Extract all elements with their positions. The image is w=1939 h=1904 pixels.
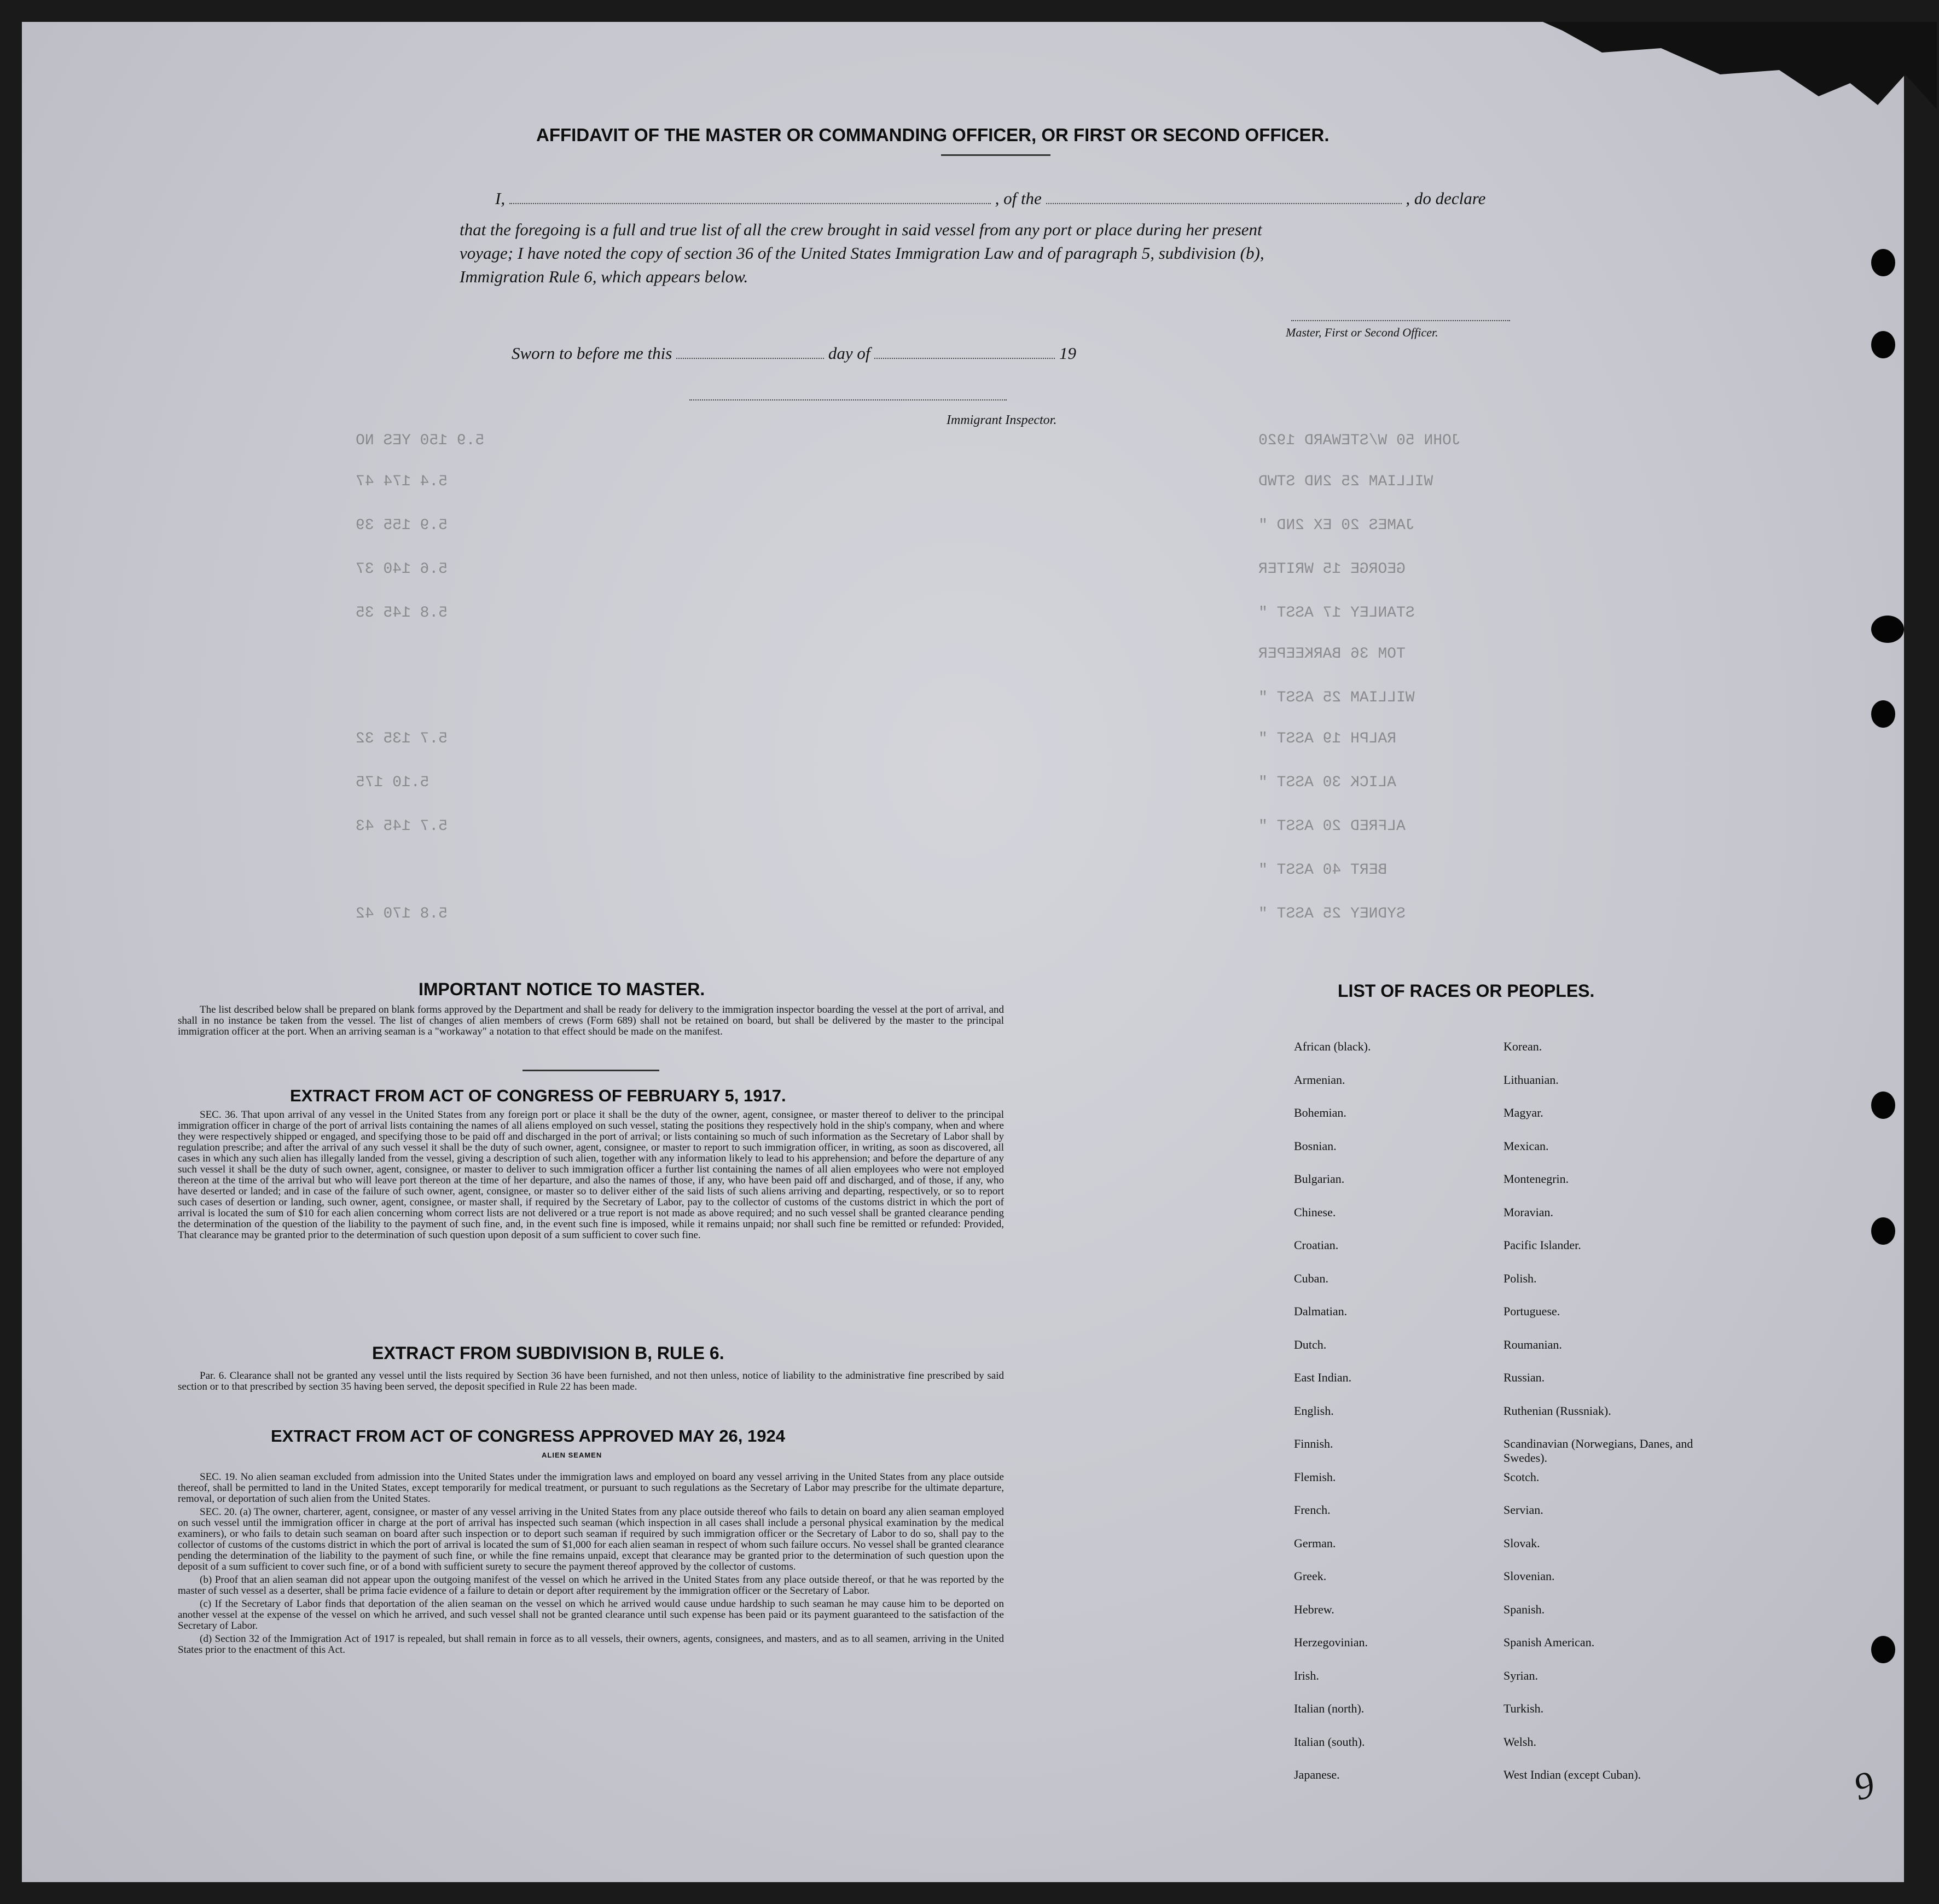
race-item: Irish. — [1294, 1668, 1319, 1682]
race-item: West Indian (except Cuban). — [1503, 1768, 1641, 1781]
race-item: Lithuanian. — [1503, 1072, 1559, 1087]
notice-body: The list described below shall be prepared on blank forms approved by the Department and shall be ready for delivery to the immigration inspector boarding the vessel at the port of arrival, and shall in no instance be taken from the vessel. The list of changes of alien members of crews (Form 689) shall not be retained on board, but shall be delivered by the master to the principal immigration officer at the port. When an arriving seaman is a "workaway" a notation to that effect should be made on the manifest. — [178, 1004, 1004, 1037]
vessel-blank[interactable] — [1046, 203, 1402, 204]
race-item: Servian. — [1503, 1503, 1543, 1517]
race-item: Roumanian. — [1503, 1337, 1562, 1351]
sec20a: SEC. 20. (a) The owner, charterer, agent, consignee, or master of any vessel arriving in the United States from any place outside thereof who fails to detain on board any alien seaman employed on such vessel until the immigration officer in charge at the port of arrival has inspected such seaman (which inspection in all cases shall include a personal physical examination by the medical examiners), or who fails to detain such seaman on board after such inspection or to deport such seaman if required by such immigration officer or the Secretary of Labor to do so, shall pay to the collector of customs of the customs district in which the port of arrival is located the sum of $1,000 for each alien seaman in respect of whom such failure occurs. No vessel shall be granted clearance pending the determination of the liability to the payment of such fine, or while the fine remains unpaid, except that clearance may be granted prior to the determination of such question upon the deposit of a sum sufficient to cover such fine, or of a bond with sufficient surety to secure the payment thereof approved by the collector of customs. — [178, 1506, 1004, 1572]
race-item: Cuban. — [1294, 1271, 1328, 1285]
affidavit-title: AFFIDAVIT OF THE MASTER OR COMMANDING OFFICER, OR FIRST OR SECOND OFFICER. — [536, 125, 1330, 145]
race-item: East Indian. — [1294, 1371, 1352, 1384]
binder-hole — [1871, 1636, 1895, 1663]
sec19: SEC. 19. No alien seaman excluded from admission into the United States under the immigration laws and employed on board any vessel arriving in the United States from any place outside thereof, shall be permitted to land in the United States, except temporarily for medical treatment, or pursuant to such regulations as the Secretary of Labor may prescribe for the ultimate departure, removal, or deportation of such alien from the United States. — [178, 1471, 1004, 1505]
year-label: 19 — [1059, 344, 1076, 363]
race-item: Italian (south). — [1294, 1734, 1365, 1749]
act1917-title: EXTRACT FROM ACT OF CONGRESS OF FEBRUARY 5, 1917. — [290, 1086, 786, 1105]
race-item: Bohemian. — [1294, 1106, 1346, 1119]
page-number-mark: 9 — [1849, 1763, 1879, 1809]
affidavit-line-2: that the foregoing is a full and true list of all the crew brought in said vessel from any port or place during her present — [460, 220, 1262, 239]
affidavit-line-1 — [495, 189, 1485, 208]
race-item: Spanish. — [1503, 1602, 1545, 1616]
race-item: Italian (north). — [1294, 1702, 1365, 1715]
binder-hole — [1871, 1092, 1895, 1119]
name-blank[interactable] — [509, 203, 991, 204]
divider — [523, 1070, 659, 1071]
race-item: Portuguese. — [1503, 1304, 1560, 1318]
sec20b: (b) Proof that an alien seaman did not appear upon the outgoing manifest of the vessel on which he arrived in the United States from any place outside thereof, or that he was reported by the master of such vessel as a deserter, shall be prima facie evidence of a failure to detain or deport after requirement by the immigration officer or the Secretary of Labor. — [178, 1574, 1004, 1597]
act1924-body — [178, 1472, 1004, 1658]
sec20d: (d) Section 32 of the Immigration Act of 1917 is repealed, but shall remain in force as to all vessels, their owners, agents, consignees, and masters, and as to all seamen, arriving in the United States prior to the enactment of this Act. — [178, 1633, 1004, 1656]
race-item: Dalmatian. — [1294, 1304, 1348, 1318]
race-item: Turkish. — [1503, 1702, 1544, 1715]
race-item: Croatian. — [1294, 1238, 1339, 1252]
race-item: African (black). — [1294, 1040, 1371, 1053]
inspector-caption: Immigrant Inspector. — [947, 413, 1057, 427]
race-item: Moravian. — [1503, 1205, 1554, 1219]
affidavit-line-4: Immigration Rule 6, which appears below. — [460, 267, 748, 286]
race-item: Dutch. — [1294, 1337, 1327, 1351]
sworn-line — [512, 344, 1076, 363]
affidavit-line-3: voyage; I have noted the copy of section 36 of the United States Immigration Law and of paragraph 5, subdivision (b), — [460, 243, 1264, 263]
race-item: Magyar. — [1503, 1106, 1543, 1119]
race-item: Polish. — [1503, 1271, 1537, 1285]
signature-caption: Master, First or Second Officer. — [1286, 326, 1438, 339]
race-item: Armenian. — [1294, 1072, 1345, 1087]
rule6-title: EXTRACT FROM SUBDIVISION B, RULE 6. — [372, 1343, 724, 1363]
race-item: Japanese. — [1294, 1768, 1340, 1781]
race-item: Finnish. — [1294, 1437, 1333, 1450]
race-item: Welsh. — [1503, 1734, 1536, 1749]
race-item: English. — [1294, 1403, 1334, 1418]
binder-hole — [1871, 331, 1895, 358]
race-item: Herzegovinian. — [1294, 1635, 1368, 1649]
divider — [941, 154, 1050, 156]
races-title: LIST OF RACES OR PEOPLES. — [1338, 981, 1595, 1001]
binder-hole — [1871, 616, 1904, 643]
act1924-subtitle: ALIEN SEAMEN — [542, 1451, 602, 1459]
race-item: Scandinavian (Norwegians, Danes, and Swedes). — [1503, 1437, 1693, 1465]
binder-hole — [1871, 700, 1895, 728]
race-item: Korean. — [1503, 1040, 1542, 1053]
race-item: Chinese. — [1294, 1205, 1336, 1219]
i-label: I, — [495, 189, 506, 208]
race-item: Russian. — [1503, 1371, 1545, 1384]
race-item: Scotch. — [1503, 1470, 1540, 1484]
day-blank[interactable] — [676, 358, 824, 359]
do-declare-label: , do declare — [1406, 189, 1486, 208]
rule6-body: Par. 6. Clearance shall not be granted any vessel until the lists required by Section 36 have been furnished, and not then unless, notice of liability to the administrative fine prescribed by said section or to that prescribed by section 35 having been served, the deposit specified in Rule 22 has been made. — [178, 1370, 1004, 1392]
day-of-label: day of — [828, 344, 870, 363]
notice-title: IMPORTANT NOTICE TO MASTER. — [419, 979, 705, 999]
act1924-title: EXTRACT FROM ACT OF CONGRESS APPROVED MAY 26, 1924 — [271, 1426, 785, 1446]
race-item: Slovak. — [1503, 1536, 1540, 1550]
race-item: Spanish American. — [1503, 1635, 1595, 1649]
race-item: Ruthenian (Russniak). — [1503, 1403, 1611, 1418]
sworn-label: Sworn to before me this — [512, 344, 672, 363]
of-the-label: , of the — [995, 189, 1042, 208]
race-item: German. — [1294, 1536, 1336, 1550]
binder-hole — [1871, 1217, 1895, 1245]
race-item: Slovenian. — [1503, 1569, 1555, 1583]
race-item: Flemish. — [1294, 1470, 1336, 1484]
race-item: Bosnian. — [1294, 1139, 1337, 1153]
act1917-body: SEC. 36. That upon arrival of any vessel in the United States from any foreign port or place it shall be the duty of the owner, agent, consignee, or master thereof to deliver to the principal immigration officer in charge of the port of arrival lists containing the names of all aliens employed on such vessel, stating the positions they respectively hold in the ship's company, when and where they were respectively shipped or engaged, and specifying those to be paid off and discharged in the port of arrival; or lists containing so much of such information as the Secretary of Labor shall by regulation prescribe; and after the arrival of any such vessel it shall be the duty of such owner, agent, consignee, or master to report to such immigration officer, in writing, as soon as discovered, all cases in which any such alien has illegally landed from the vessel, giving a description of such alien, together with any information likely to lead to his apprehension; and before the departure of any such vessel it shall be the duty of such owner, agent, consignee, or master to deliver to such immigration officer a further list containing the names of all alien employees who were not employed thereon at the time of the arrival but who will leave port thereon at the time of her departure, and also the names of those, if any, who have been paid off and discharged, and of those, if any, who have deserted or landed; and in case of the failure of such owner, agent, consignee, or master so to deliver either of the said lists of such aliens arriving and departing, respectively, or so to report such cases of desertion or landing, such owner, agent, consignee, or master shall, if required by the Secretary of Labor, pay to the collector of customs of the customs district in which the port of arrival is located the sum of $10 for each alien concerning whom correct lists are not delivered or a true report is not made as above required; and no such vessel shall be granted clearance pending the determination of the question of the liability to the payment of such fine, and, in the event such fine is imposed, while it remains unpaid; nor shall such fine be remitted or refunded: Provided, That clearance may be granted prior to the determination of such question upon deposit of a sum sufficient to cover such fine. — [178, 1109, 1004, 1241]
signature-line[interactable] — [1291, 320, 1510, 321]
binder-hole — [1871, 249, 1895, 276]
month-blank[interactable] — [874, 358, 1055, 359]
race-item: Mexican. — [1503, 1139, 1549, 1153]
race-item: French. — [1294, 1503, 1331, 1517]
race-item: Montenegrin. — [1503, 1172, 1569, 1186]
race-item: Pacific Islander. — [1503, 1238, 1581, 1252]
race-item: Hebrew. — [1294, 1602, 1334, 1616]
sec20c: (c) If the Secretary of Labor finds that deportation of the alien seaman on the vessel on which he arrived would cause undue hardship to such seaman he may cause him to be deported on another vessel at the expense of the vessel on which he arrived, and such vessel shall not be granted clearance until such expense has been paid or its payment guaranteed to the satisfaction of the Secretary of Labor. — [178, 1598, 1004, 1632]
race-item: Syrian. — [1503, 1668, 1538, 1682]
inspector-line[interactable] — [689, 399, 1007, 400]
race-item: Greek. — [1294, 1569, 1327, 1583]
race-item: Bulgarian. — [1294, 1172, 1345, 1186]
